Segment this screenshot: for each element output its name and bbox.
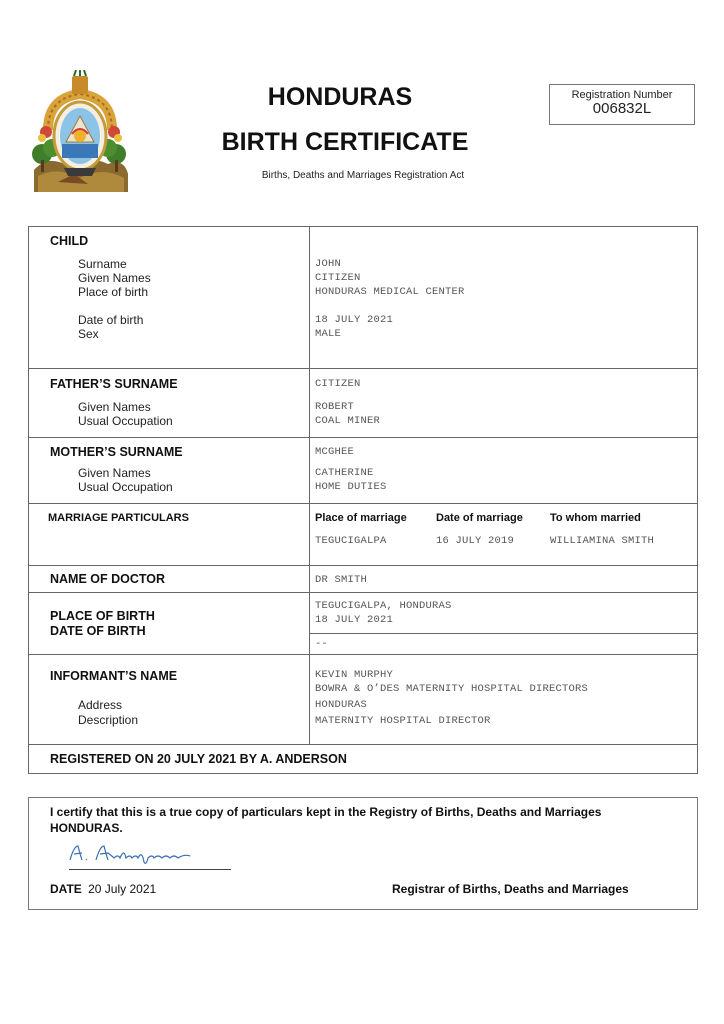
place-of-birth-heading: PLACE OF BIRTH	[50, 609, 155, 623]
row-subdivider	[309, 633, 698, 634]
mother-occupation-value: HOME DUTIES	[315, 481, 387, 493]
informant-name-value: KEVIN MURPHY	[315, 669, 394, 681]
place-of-marriage-header: Place of marriage	[315, 512, 407, 524]
child-place-of-birth-value: HONDURAS MEDICAL CENTER	[315, 286, 465, 298]
certification-statement: I certify that this is a true copy of particulars kept in the Registry of Births, Deaths and Marriages	[50, 805, 602, 819]
informant-heading: INFORMANT’S NAME	[50, 669, 178, 683]
child-surname-value: JOHN	[315, 258, 342, 270]
coat-of-arms-emblem	[28, 70, 132, 196]
coat-of-arms-icon	[28, 70, 132, 196]
marriage-particulars-heading: MARRIAGE PARTICULARS	[48, 512, 189, 524]
child-sex-label: Sex	[78, 327, 99, 341]
country-title: HONDURAS	[267, 83, 413, 111]
child-heading: CHILD	[50, 234, 89, 248]
father-given-names-label: Given Names	[78, 400, 151, 414]
to-whom-married-header: To whom married	[550, 512, 641, 524]
child-surname-label: Surname	[78, 257, 127, 271]
registrar-title: Registrar of Births, Deaths and Marriages	[392, 882, 629, 896]
row-divider	[28, 565, 698, 566]
row-divider	[28, 592, 698, 593]
mother-given-names-label: Given Names	[78, 466, 151, 480]
father-surname-heading: FATHER’S SURNAME	[50, 377, 178, 391]
doctor-value: DR SMITH	[315, 574, 368, 586]
signature-icon	[66, 840, 216, 866]
child-date-of-birth-value: 18 JULY 2021	[315, 314, 394, 326]
certification-statement-line2: HONDURAS.	[50, 821, 123, 835]
place-of-marriage-value: TEGUCIGALPA	[315, 535, 387, 547]
informant-description-label: Description	[78, 713, 139, 727]
act-subtitle: Births, Deaths and Marriages Registration Act	[261, 170, 465, 181]
registrar-signature	[66, 840, 216, 866]
informant-address-value: HONDURAS	[315, 699, 368, 711]
father-occupation-value: COAL MINER	[315, 415, 381, 427]
row-divider	[28, 654, 698, 655]
child-place-of-birth-label: Place of birth	[78, 285, 149, 299]
date-of-marriage-value: 16 JULY 2019	[436, 535, 515, 547]
date-label: DATE	[50, 882, 82, 896]
father-given-names-value: ROBERT	[315, 401, 355, 413]
child-sex-value: MALE	[315, 328, 342, 340]
row-divider	[28, 503, 698, 504]
birth-extra-value: --	[315, 638, 329, 650]
to-whom-married-value: WILLIAMINA SMITH	[550, 535, 655, 547]
mother-occupation-label: Usual Occupation	[78, 480, 173, 494]
date-of-birth-heading: DATE OF BIRTH	[50, 624, 146, 638]
mother-surname-heading: MOTHER’S SURNAME	[50, 445, 183, 459]
date-of-birth-value: 18 JULY 2021	[315, 614, 394, 626]
doctor-heading: NAME OF DOCTOR	[50, 572, 166, 586]
child-given-names-label: Given Names	[78, 271, 151, 285]
informant-organization-value: BOWRA & O’DES MATERNITY HOSPITAL DIRECTORS	[315, 683, 589, 695]
certification-date	[50, 882, 156, 896]
mother-given-names-value: CATHERINE	[315, 467, 374, 479]
mother-surname-value: MCGHEE	[315, 446, 355, 458]
date-value: 20 July 2021	[88, 882, 157, 896]
row-divider	[28, 437, 698, 438]
father-occupation-label: Usual Occupation	[78, 414, 173, 428]
informant-address-label: Address	[78, 698, 123, 712]
child-given-names-value: CITIZEN	[315, 272, 361, 284]
date-of-marriage-header: Date of marriage	[436, 512, 523, 524]
registered-statement: REGISTERED ON 20 JULY 2021 BY A. ANDERSON	[50, 752, 347, 766]
registration-number: 006832L	[592, 100, 652, 117]
column-divider	[309, 226, 310, 745]
row-divider	[28, 744, 698, 745]
row-divider	[28, 368, 698, 369]
registration-number-box	[549, 84, 695, 125]
document-title: BIRTH CERTIFICATE	[221, 128, 469, 156]
father-surname-value: CITIZEN	[315, 378, 361, 390]
child-date-of-birth-label: Date of birth	[78, 313, 144, 327]
registration-label: Registration Number	[571, 89, 673, 101]
signature-line	[69, 869, 231, 870]
place-of-birth-value: TEGUCIGALPA, HONDURAS	[315, 600, 452, 612]
informant-description-value: MATERNITY HOSPITAL DIRECTOR	[315, 715, 491, 727]
